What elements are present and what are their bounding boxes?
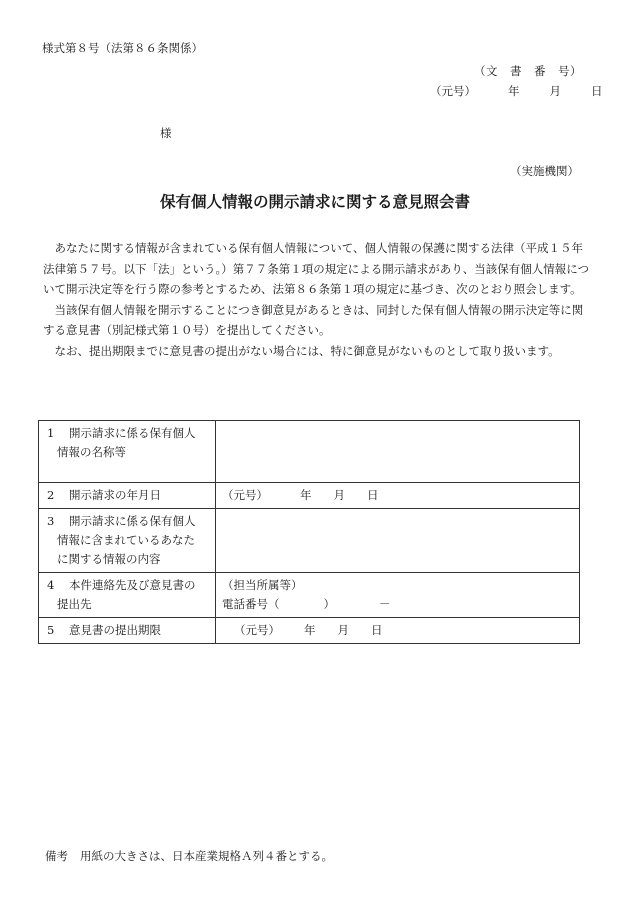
row-value: （担当所属等） 電話番号（ ） － [216,573,580,618]
row-label: 1 開示請求に係る保有個人 情報の名称等 [39,421,216,483]
table-row [39,483,580,509]
date-day: 日 [591,84,603,98]
table-row [39,421,580,483]
footnote-text: 用紙の大きさは、日本産業規格Ａ列４番とする。 [80,849,333,863]
table-row [39,618,580,644]
body-paragraph: 当該保有個人情報を開示することにつき御意見があるときは、同封した保有個人情報の開示決定等に関する意見書（別記様式第１０号）を提出してください。 [43,302,584,337]
issuer: （実施機関） [510,164,579,178]
table-row [39,509,580,573]
footnote [45,848,333,864]
body-text [43,238,591,361]
form-label: 様式第８号（法第８６条関係） [42,41,203,55]
row-value: （元号） 年 月 日 [216,618,580,644]
body-paragraph: なお、提出期限までに意見書の提出がない場合には、特に御意見がないものとして取り扱います。 [54,343,560,358]
info-table [38,420,580,644]
row-label: 2 開示請求の年月日 [39,483,216,509]
row-value [216,421,580,483]
row-label: 5 意見書の提出期限 [39,618,216,644]
date-month: 月 [549,84,561,98]
document-date [430,83,603,99]
date-year: 年 [508,84,520,98]
table-row [39,573,580,618]
row-label: 3 開示請求に係る保有個人 情報に含まれているあなた に関する情報の内容 [39,509,216,573]
row-value [216,509,580,573]
recipient-suffix: 様 [160,126,172,140]
body-paragraph: あなたに関する情報が含まれている保有個人情報について、個人情報の保護に関する法律（平成１５年法律第５７号。以下「法」という。）第７７条第１項の規定による開示請求があり、当該保有個人情報について開示決定等を行う際の参考とするため、法第８６条第１項の規定に基づき、次のとおり照会します。 [43,241,590,296]
row-label: 4 本件連絡先及び意見書の 提出先 [39,573,216,618]
row-value: （元号） 年 月 日 [216,483,580,509]
document-title: 保有個人情報の開示請求に関する意見照会書 [159,192,470,211]
document-number: （文 書 番 号） [474,64,582,78]
date-era: （元号） [430,84,476,98]
footnote-label: 備考 [45,849,68,863]
